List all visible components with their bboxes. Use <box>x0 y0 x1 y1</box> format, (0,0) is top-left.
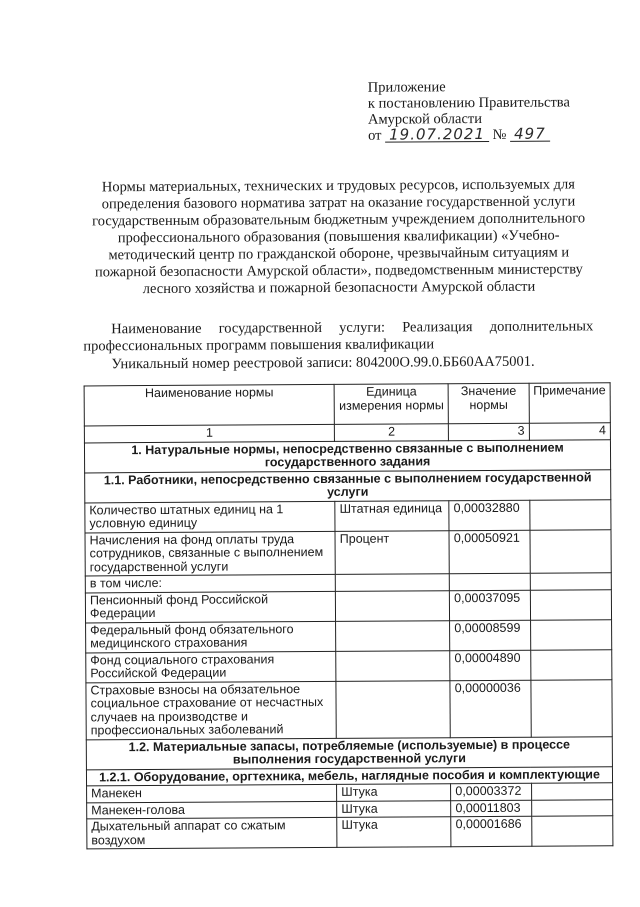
norm-note <box>530 589 612 619</box>
table-row <box>86 649 612 682</box>
norm-unit: Штука <box>337 800 451 817</box>
norm-name: в том числе: <box>85 574 335 592</box>
appendix-line-3: Амурской области <box>367 111 483 128</box>
table-row <box>85 499 611 532</box>
norm-value: 0,00011803 <box>451 800 531 817</box>
table-row <box>85 589 611 622</box>
section-heading-1-2: 1.2. Материальные запасы, потребляемые (используемые) в процессе выполнения государственной услуги <box>86 736 612 769</box>
norm-value: 0,00050921 <box>449 530 530 574</box>
norm-name: Фонд социального страхования Российской Федерации <box>86 651 336 683</box>
norm-note <box>529 499 611 529</box>
norm-name: Количество штатных единиц на 1 условную единицу <box>85 501 335 533</box>
norm-unit <box>336 680 450 738</box>
column-number: 4 <box>529 423 610 440</box>
norm-unit: Процент <box>335 530 449 574</box>
norm-value: 0,00003372 <box>451 783 531 800</box>
column-number: 1 <box>84 424 334 442</box>
table-row <box>87 816 613 849</box>
norm-unit <box>336 650 450 681</box>
column-number: 3 <box>449 423 529 440</box>
norm-unit: Штука <box>337 817 451 848</box>
table-row <box>86 679 612 739</box>
appendix-line-2: к постановлению Правительства <box>367 94 570 112</box>
service-name-line-1: Наименование государственной услуги: Реализация дополнительных <box>111 318 594 338</box>
norm-note <box>531 783 612 800</box>
norm-name: Федеральный фонд обязательного медицинского страхования <box>86 621 336 653</box>
registry-number: Уникальный номер реестровой записи: 804200О.99.0.ББ60АА75001. <box>111 353 535 373</box>
norm-unit <box>336 590 450 621</box>
service-block <box>83 318 593 373</box>
norm-value: 0,00037095 <box>450 590 531 620</box>
table-row <box>85 529 611 576</box>
norm-value: 0,00001686 <box>451 816 532 846</box>
appendix-block <box>368 78 570 143</box>
norm-note <box>530 529 612 573</box>
handwritten-number: 497 <box>510 127 550 142</box>
norm-unit <box>335 574 449 591</box>
norm-name: Манекен-голова <box>87 801 337 819</box>
appendix-date-line <box>368 126 570 143</box>
norm-name: Манекен <box>87 784 337 802</box>
date-prefix: от <box>368 127 382 144</box>
norm-value: 0,00000036 <box>450 680 531 737</box>
norm-unit: Штатная единица <box>335 500 449 531</box>
norm-name: Пенсионный фонд Российской Федерации <box>85 591 335 623</box>
norm-note <box>530 619 612 649</box>
table-header-row <box>84 383 610 426</box>
section-heading-1-2-1: 1.2.1. Оборудование, оргтехника, мебель, наглядные пособия и комплектующие <box>86 766 612 786</box>
service-name-line-2: профессиональных программ повышения квалификации <box>83 336 435 355</box>
norm-value: 0,00008599 <box>450 620 531 650</box>
section-row <box>85 469 611 502</box>
handwritten-date: 19.07.2021 <box>385 127 489 143</box>
norm-name: Начисления на фонд оплаты труда сотрудников, связанные с выполнением государственной услуги <box>85 531 335 576</box>
header-cell: Наименование нормы <box>84 384 334 426</box>
norm-note <box>530 649 612 679</box>
norm-unit <box>336 620 450 651</box>
norm-name: Дыхательный аппарат со сжатым воздухом <box>87 817 337 849</box>
number-prefix: № <box>492 126 507 143</box>
norm-note <box>531 816 613 846</box>
section-heading-1-1: 1.1. Работники, непосредственно связанные с выполнением государственной услуги <box>85 469 611 502</box>
norm-value <box>450 573 530 590</box>
appendix-line-1: Приложение <box>367 79 446 96</box>
column-number: 2 <box>335 424 449 441</box>
norm-note <box>530 573 611 590</box>
section-heading-1: 1. Натуральные нормы, непосредственно связанные с выполнением государственного задания <box>84 439 610 472</box>
norm-note <box>531 679 613 736</box>
document-title: Нормы материальных, технических и трудовых ресурсов, используемых для определения базового норматива затрат на оказание государственной услуги государственным образовательным бюджетным учреждением дополнительного профессионального образования (повышения квалификации) «Учебно-методический центр по гражданской обороне, чрезвычайным ситуациям и пожарной безопасности Амурской области», подведомственным министерству лесного хозяйства и пожарной безопасности Амурской области <box>92 176 586 298</box>
norm-value: 0,00032880 <box>449 500 530 530</box>
norms-table <box>84 382 614 849</box>
table-row <box>86 619 612 652</box>
norm-note <box>531 799 612 816</box>
header-cell: Единица измерения нормы <box>334 384 448 425</box>
norm-unit: Штука <box>337 784 451 801</box>
section-row <box>84 439 610 472</box>
header-cell: Примечание <box>529 383 611 423</box>
section-row <box>86 736 612 769</box>
norm-name: Страховые взносы на обязательное социальное страхование от несчастных случаев на производстве и профессиональных заболеваний <box>86 681 337 740</box>
norm-value: 0,00004890 <box>450 650 531 680</box>
header-cell: Значение нормы <box>448 383 529 423</box>
